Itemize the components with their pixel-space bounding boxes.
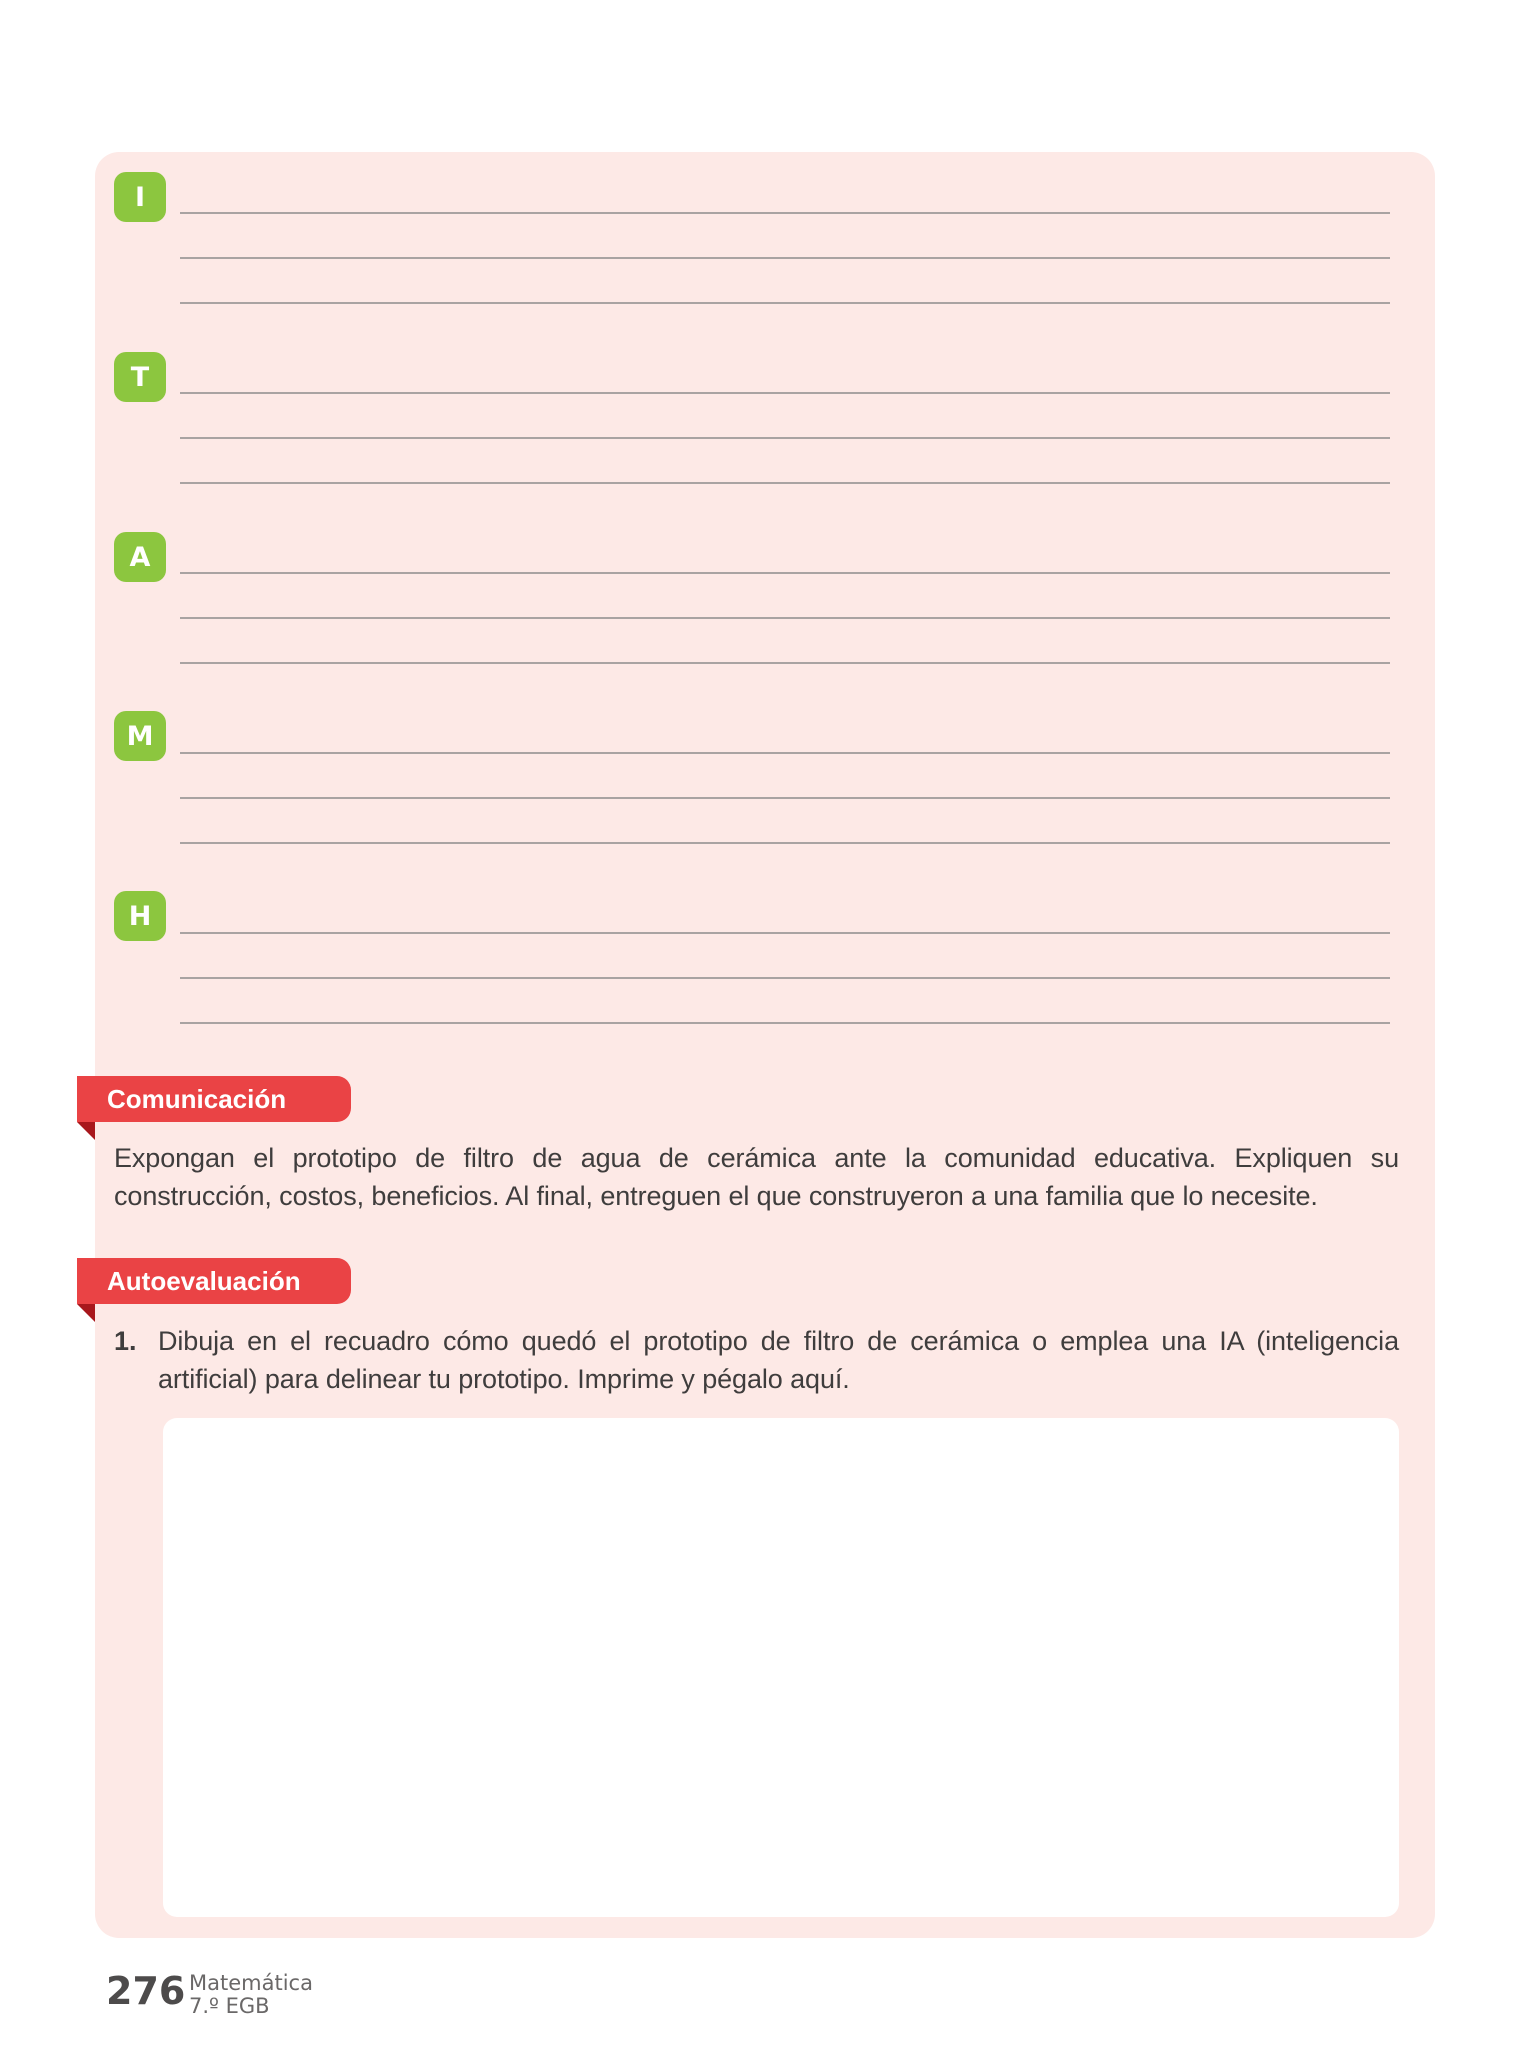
item-number: 1. [114, 1326, 137, 1356]
autoevaluacion-text-line-2: artificial) para delinear tu prototipo. Imprime y pégalo aquí. [158, 1364, 850, 1394]
writing-line[interactable] [180, 842, 1390, 844]
autoevaluacion-title: Autoevaluación [107, 1265, 301, 1296]
writing-line[interactable] [180, 392, 1390, 394]
writing-line[interactable] [180, 752, 1390, 754]
footer-grade: 7.º EGB [189, 1994, 270, 2018]
footer-subject: Matemática [189, 1971, 313, 1995]
page-number: 276 [106, 1969, 186, 2013]
comunicacion-title: Comunicación [107, 1083, 287, 1114]
writing-line[interactable] [180, 662, 1390, 664]
comunicacion-text-line-2: construcción, costos, beneficios. Al final, entreguen el que construyeron a una familia que lo necesite. [114, 1181, 1318, 1211]
writing-line[interactable] [180, 932, 1390, 934]
comunicacion-text-line-1: Expongan el prototipo de filtro de agua de cerámica ante la comunidad educativa. Expliquen su [114, 1143, 1399, 1173]
writing-line[interactable] [180, 977, 1390, 979]
letter-badge-a: A [114, 532, 166, 582]
writing-line[interactable] [180, 1022, 1390, 1024]
tab-fold [77, 1122, 95, 1140]
writing-line[interactable] [180, 797, 1390, 799]
writing-line[interactable] [180, 437, 1390, 439]
tab-fold [77, 1304, 95, 1322]
writing-line[interactable] [180, 482, 1390, 484]
writing-line[interactable] [180, 617, 1390, 619]
letter-badge-h: H [114, 891, 166, 941]
writing-line[interactable] [180, 257, 1390, 259]
writing-line[interactable] [180, 212, 1390, 214]
comunicacion-tab [77, 1076, 351, 1122]
autoevaluacion-tab [77, 1258, 351, 1304]
writing-line[interactable] [180, 302, 1390, 304]
drawing-box[interactable] [163, 1418, 1399, 1917]
letter-badge-m: M [114, 711, 166, 761]
autoevaluacion-text-line-1: Dibuja en el recuadro cómo quedó el prototipo de filtro de cerámica o emplea una IA (inteligencia [158, 1326, 1399, 1356]
letter-badge-i: I [114, 172, 166, 222]
writing-line[interactable] [180, 572, 1390, 574]
letter-badge-t: T [114, 352, 166, 402]
